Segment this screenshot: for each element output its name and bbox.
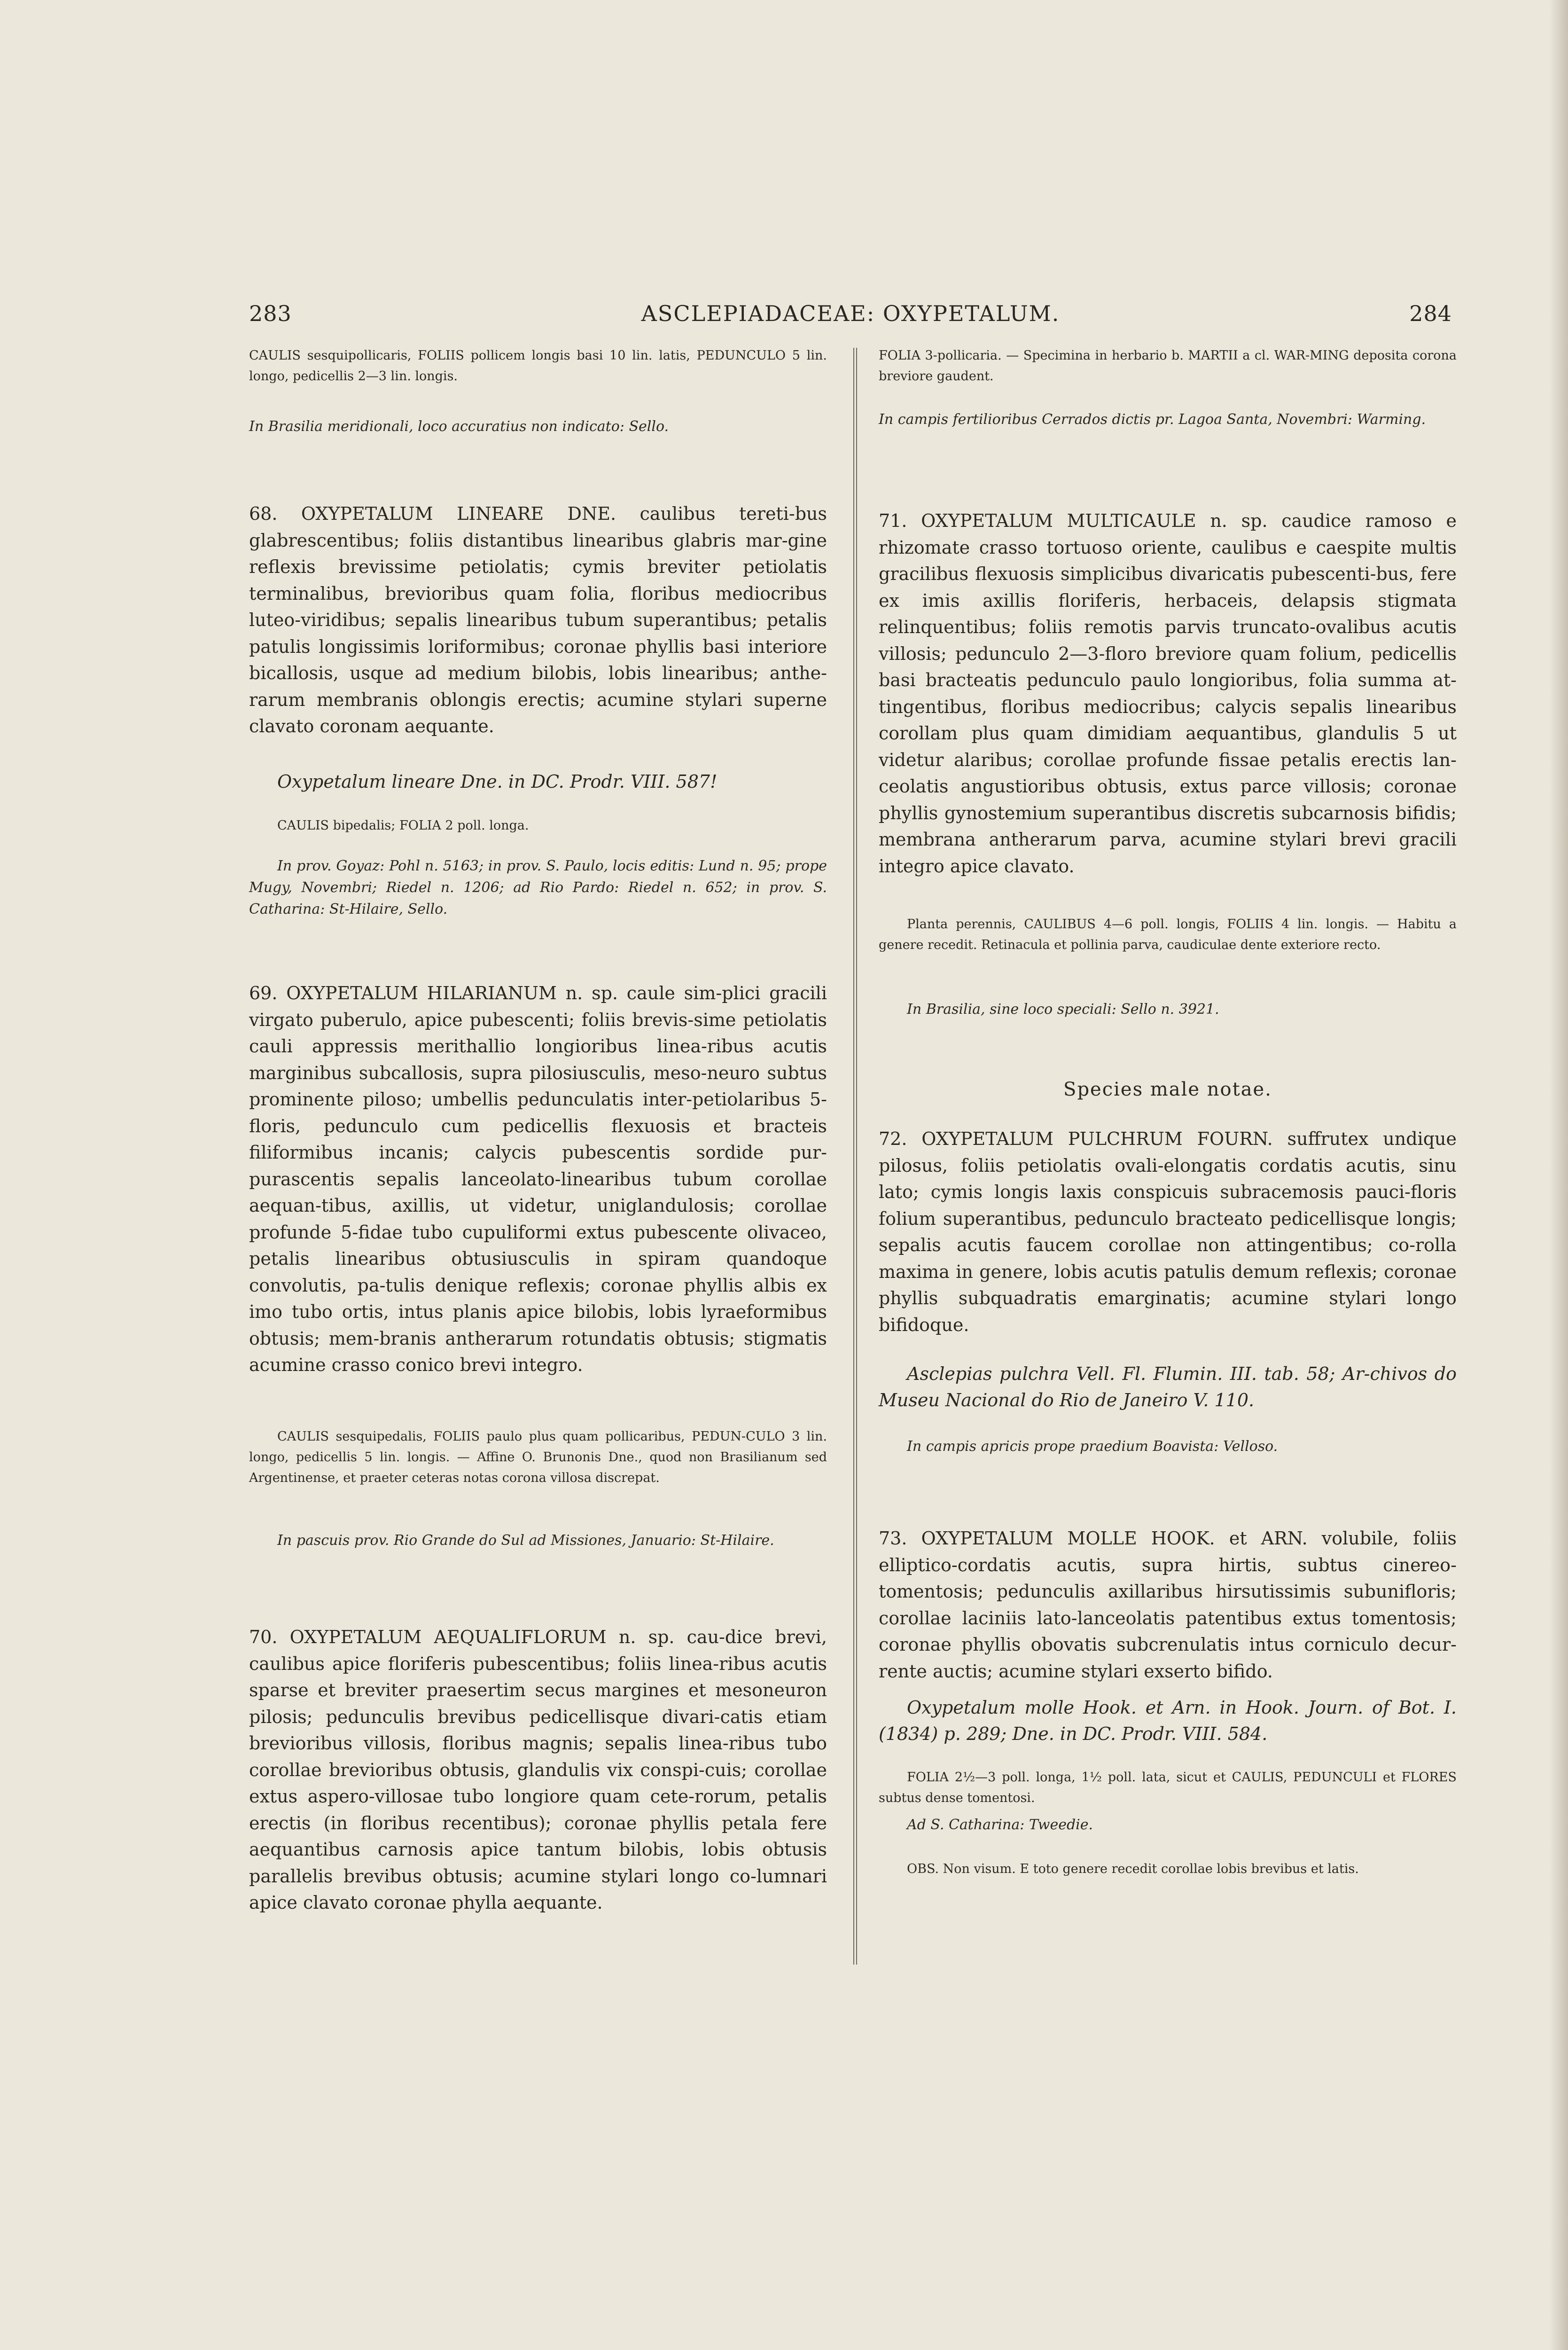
- species-73-description: 73. OXYPETALUM MOLLE HOOK. et ARN. volubile, foliis elliptico-cordatis acutis, supra hirtis, subtus cinereo-tomentosis; pedunculis axillaribus hirsutissimis subunifloris; corollae laciniis lato-lanceolatis patentibus extus tomentosis; coronae phyllis obovatis subcrenulatis intus corniculo decur-rente auctis; acumine stylari exserto bifido.: [879, 1528, 1457, 1682]
- species-68-note: CAULIS bipedalis; FOLIA 2 poll. longa.: [277, 818, 529, 833]
- species-68-synonym: Oxypetalum lineare Dne. in DC. Prodr. VIII. 587!: [277, 771, 718, 792]
- species-73-synonym: Oxypetalum molle Hook. et Arn. in Hook. Journ. of Bot. I. (1834) p. 289; Dne. in DC. Prodr. VIII. 584.: [879, 1697, 1457, 1744]
- species-72-description: 72. OXYPETALUM PULCHRUM FOURN. suffrutex undique pilosus, foliis petiolatis ovali-elongatis cordatis acutis, sinu lato; cymis longis laxis conspicuis subracemosis pauci-floris folium superantibus, pedunculo bracteato pedicellisque longis; sepalis acutis faucem corollae non attingentibus; co-rolla maxima in genere, lobis acutis patulis demum reflexis; coronae phyllis subquadratis emarginatis; acumine stylari longo bifidoque.: [879, 1128, 1457, 1335]
- species-68-locality: In prov. Goyaz: Pohl n. 5163; in prov. S. Paulo, locis editis: Lund n. 95; prope Mugy, Novembri; Riedel n. 1206; ad Rio Pardo: Riedel n. 652; in prov. S. Catharina: St-Hilaire, Sello.: [249, 858, 827, 917]
- species-68-description: 68. OXYPETALUM LINEARE DNE. caulibus tereti-bus glabrescentibus; foliis distantibus linearibus glabris mar-gine reflexis brevissime petiolatis; cymis breviter petiolatis terminalibus, brevioribus quam folia, floribus mediocribus luteo-viridibus; sepalis linearibus tubum superantibus; petalis patulis longissimis loriformibus; coronae phyllis basi interiore bicallosis, usque ad medium bilobis, lobis linearibus; anthe-rarum membranis oblongis erectis; acumine stylari superne clavato coronam aequante.: [249, 503, 827, 736]
- species-71-note: Planta perennis, CAULIBUS 4—6 poll. longis, FOLIIS 4 lin. longis. — Habitu a genere recedit. Retinacula et pollinia parva, caudiculae dente exteriore recto.: [879, 917, 1457, 952]
- locality-continued-right: In campis fertilioribus Cerrados dictis pr. Lagoa Santa, Novembri: Warming.: [879, 411, 1426, 428]
- species-73-locality: Ad S. Catharina: Tweedie.: [907, 1817, 1093, 1833]
- page-number-left: 283: [249, 301, 292, 326]
- species-72-locality: In campis apricis prope praedium Boavista: Velloso.: [907, 1438, 1278, 1455]
- page-number-right: 284: [1409, 301, 1452, 326]
- species-73-observation: OBS. Non visum. E toto genere recedit corollae lobis brevibus et latis.: [907, 1862, 1359, 1876]
- species-73-note: FOLIA 2½—3 poll. longa, 1½ poll. lata, sicut et CAULIS, PEDUNCULI et FLORES subtus dense tomentosi.: [879, 1770, 1457, 1805]
- page-edge-shadow: [1549, 0, 1568, 2350]
- note-continued: CAULIS sesquipollicaris, FOLIIS pollicem longis basi 10 lin. latis, PEDUNCULO 5 lin. longo, pedicellis 2—3 lin. longis.: [249, 348, 827, 384]
- species-71-locality: In Brasilia, sine loco speciali: Sello n. 3921.: [907, 1001, 1219, 1018]
- column-divider: [853, 348, 857, 1965]
- section-heading: Species male notae.: [1063, 1079, 1272, 1100]
- species-72-synonym: Asclepias pulchra Vell. Fl. Flumin. III. tab. 58; Ar-chivos do Museu Nacional do Rio de Janeiro V. 110.: [879, 1363, 1457, 1410]
- running-header: [249, 301, 1452, 334]
- note-continued-right: FOLIA 3-pollicaria. — Specimina in herbario b. MARTII a cl. WAR-MING deposita corona breviore gaudent.: [879, 348, 1457, 384]
- species-71-description: 71. OXYPETALUM MULTICAULE n. sp. caudice ramoso e rhizomate crasso tortuoso oriente, caulibus e caespite multis gracilibus flexuosis simplicibus divaricatis pubescenti-bus, fere ex imis axillis floriferis, herbaceis, delapsis stigmata relinquentibus; foliis remotis parvis truncato-ovalibus acutis villosis; pedunculo 2—3-floro breviore quam folium, pedicellis basi bracteatis pedunculo paulo longioribus, folia summa at-tingentibus, floribus mediocribus; calycis sepalis linearibus corollam plus quam dimidiam aequantibus, glandulis 5 ut videtur alaribus; corollae profunde fissae petalis erectis lan-ceolatis angustioribus obtusis, extus parce villosis; coronae phyllis gynostemium superantibus discretis subcarnosis bifidis; membrana antherarum parva, acumine stylari brevi gracili integro apice clavato.: [879, 510, 1457, 877]
- species-69-locality: In pascuis prov. Rio Grande do Sul ad Missiones, Januario: St-Hilaire.: [277, 1532, 774, 1549]
- species-70-description: 70. OXYPETALUM AEQUALIFLORUM n. sp. cau-dice brevi, caulibus apice floriferis pubescentibus; foliis linea-ribus acutis sparse et breviter praesertim secus margines et mesoneuron pilosis; pedunculis brevibus pedicellisque divari-catis etiam brevioribus villosis, floribus magnis; sepalis linea-ribus tubo corollae brevioribus obtusis, glandulis vix conspi-cuis; corollae extus aspero-villosae tubo longiore quam cete-rorum, petalis erectis (in floribus recentibus); coronae phyllis petala fere aequantibus carnosis apice tantum bilobis, lobis obtusis parallelis brevibus obtusis; acumine stylari longo co-lumnari apice clavato coronae phylla aequante.: [249, 1627, 827, 1913]
- species-69-note: CAULIS sesquipedalis, FOLIIS paulo plus quam pollicaribus, PEDUN-CULO 3 lin. longo, pedicellis 5 lin. longis. — Affine O. Brunonis Dne., quod non Brasilianum sed Argentinense, et praeter ceteras notas corona villosa discrepat.: [249, 1429, 827, 1485]
- running-title: ASCLEPIADACEAE: OXYPETALUM.: [641, 301, 1060, 326]
- locality-continued: In Brasilia meridionali, loco accuratius non indicato: Sello.: [249, 418, 669, 435]
- species-69-description: 69. OXYPETALUM HILARIANUM n. sp. caule sim-plici gracili virgato puberulo, apice pubescenti; foliis brevis-sime petiolatis cauli appressis merithallio longioribus linea-ribus acutis marginibus subcallosis, supra pilosiusculis, meso-neuro subtus prominente piloso; umbellis pedunculatis inter-petiolaribus 5-floris, pedunculo cum pedicellis flexuosis et bracteis filiformibus incanis; calycis pubescentis sordide pur-purascentis sepalis lanceolato-linearibus tubum corollae aequan-tibus, axillis, ut videtur, uniglandulosis; corollae profunde 5-fidae tubo cupuliformi extus pubescente olivaceo, petalis linearibus obtusiusculis in spiram quandoque convolutis, pa-tulis denique reflexis; coronae phyllis albis ex imo tubo ortis, intus planis apice bilobis, lobis lyraeformibus obtusis; mem-branis antherarum rotundatis obtusis; stigmatis acumine crasso conico brevi integro.: [249, 983, 827, 1375]
